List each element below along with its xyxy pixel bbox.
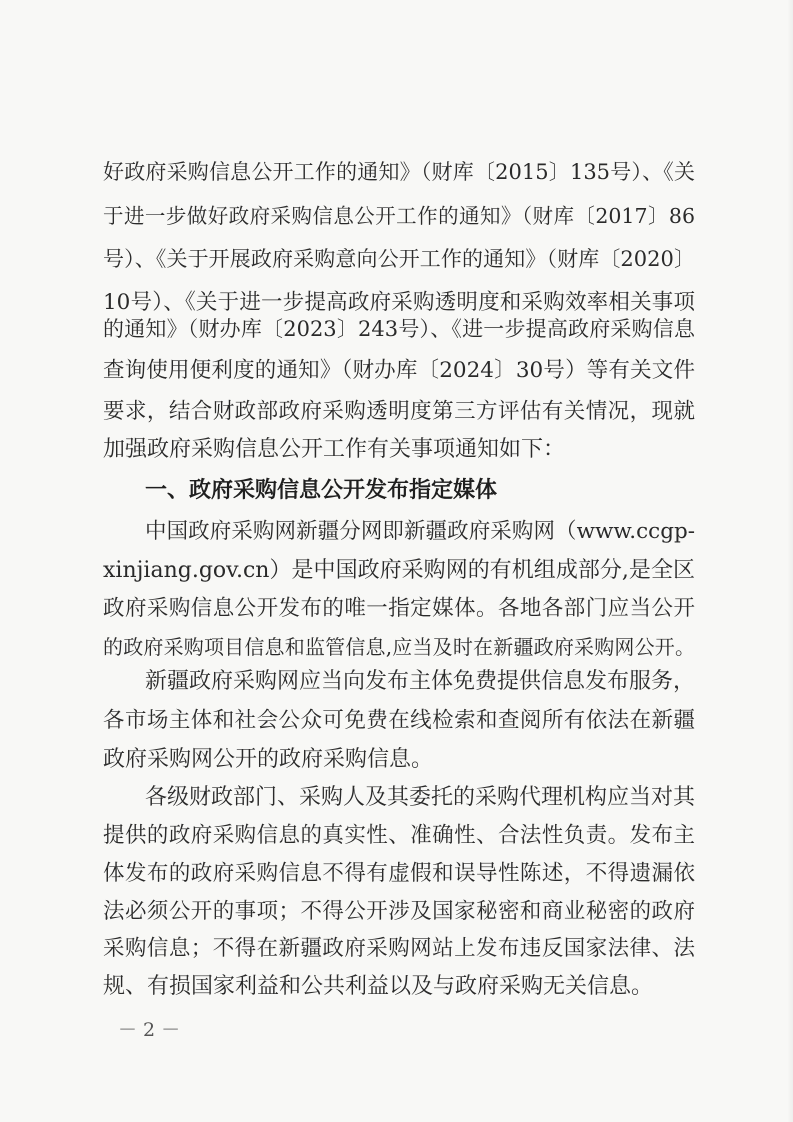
- body-line: 提供的政府采购信息的真实性、准确性、合法性负责。发布主: [103, 823, 695, 848]
- body-line: 规、有损国家利益和公共利益以及与政府采购无关信息。: [103, 974, 654, 999]
- body-line: 好政府采购信息公开工作的通知》（财库〔2015〕135号）、《关: [103, 160, 695, 184]
- body-line: 于进一步做好政府采购信息公开工作的通知》（财库〔2017〕86: [103, 204, 695, 228]
- paragraph-first-line: 各级财政部门、采购人及其委托的采购代理机构应当对其: [145, 785, 696, 810]
- page-number: － 2 －: [118, 1019, 181, 1041]
- body-line: 各市场主体和社会公众可免费在线检索和查阅所有依法在新疆: [103, 708, 695, 733]
- paragraph-first-line: 新疆政府采购网应当向发布主体免费提供信息发布服务，: [145, 669, 696, 694]
- body-line: 要求，结合财政部政府采购透明度第三方评估有关情况，现就: [103, 399, 695, 424]
- paragraph-first-line: 中国政府采购网新疆分网即新疆政府采购网（www.ccgp-: [145, 519, 695, 544]
- section-heading: 一、政府采购信息公开发布指定媒体: [145, 478, 498, 503]
- body-line: 法必须公开的事项；不得公开涉及国家秘密和商业秘密的政府: [103, 899, 695, 924]
- body-line: 号）、《关于开展政府采购意向公开工作的通知》（财库〔2020〕: [103, 247, 695, 271]
- body-line: 采购信息；不得在新疆政府采购网站上发布违反国家法律、法: [103, 936, 695, 961]
- body-line: 10号）、《关于进一步提高政府采购透明度和采购效率相关事项: [103, 290, 695, 315]
- body-line: 的政府采购项目信息和监管信息,应当及时在新疆政府采购网公开。: [103, 635, 695, 659]
- body-line: 查询使用便利度的通知》（财办库〔2024〕30号）等有关文件: [103, 358, 695, 383]
- body-line: 政府采购信息公开发布的唯一指定媒体。各地各部门应当公开: [103, 596, 695, 621]
- page-edge-shadow: [787, 0, 793, 1122]
- body-line: 加强政府采购信息公开工作有关事项通知如下：: [103, 437, 566, 462]
- body-line: 政府采购网公开的政府采购信息。: [103, 747, 434, 772]
- body-line: xinjiang.gov.cn）是中国政府采购网的有机组成部分,是全区: [103, 558, 695, 583]
- body-line: 体发布的政府采购信息不得有虚假和误导性陈述，不得遗漏依: [103, 861, 695, 886]
- body-line: 的通知》（财办库〔2023〕243号）、《进一步提高政府采购信息: [103, 317, 695, 341]
